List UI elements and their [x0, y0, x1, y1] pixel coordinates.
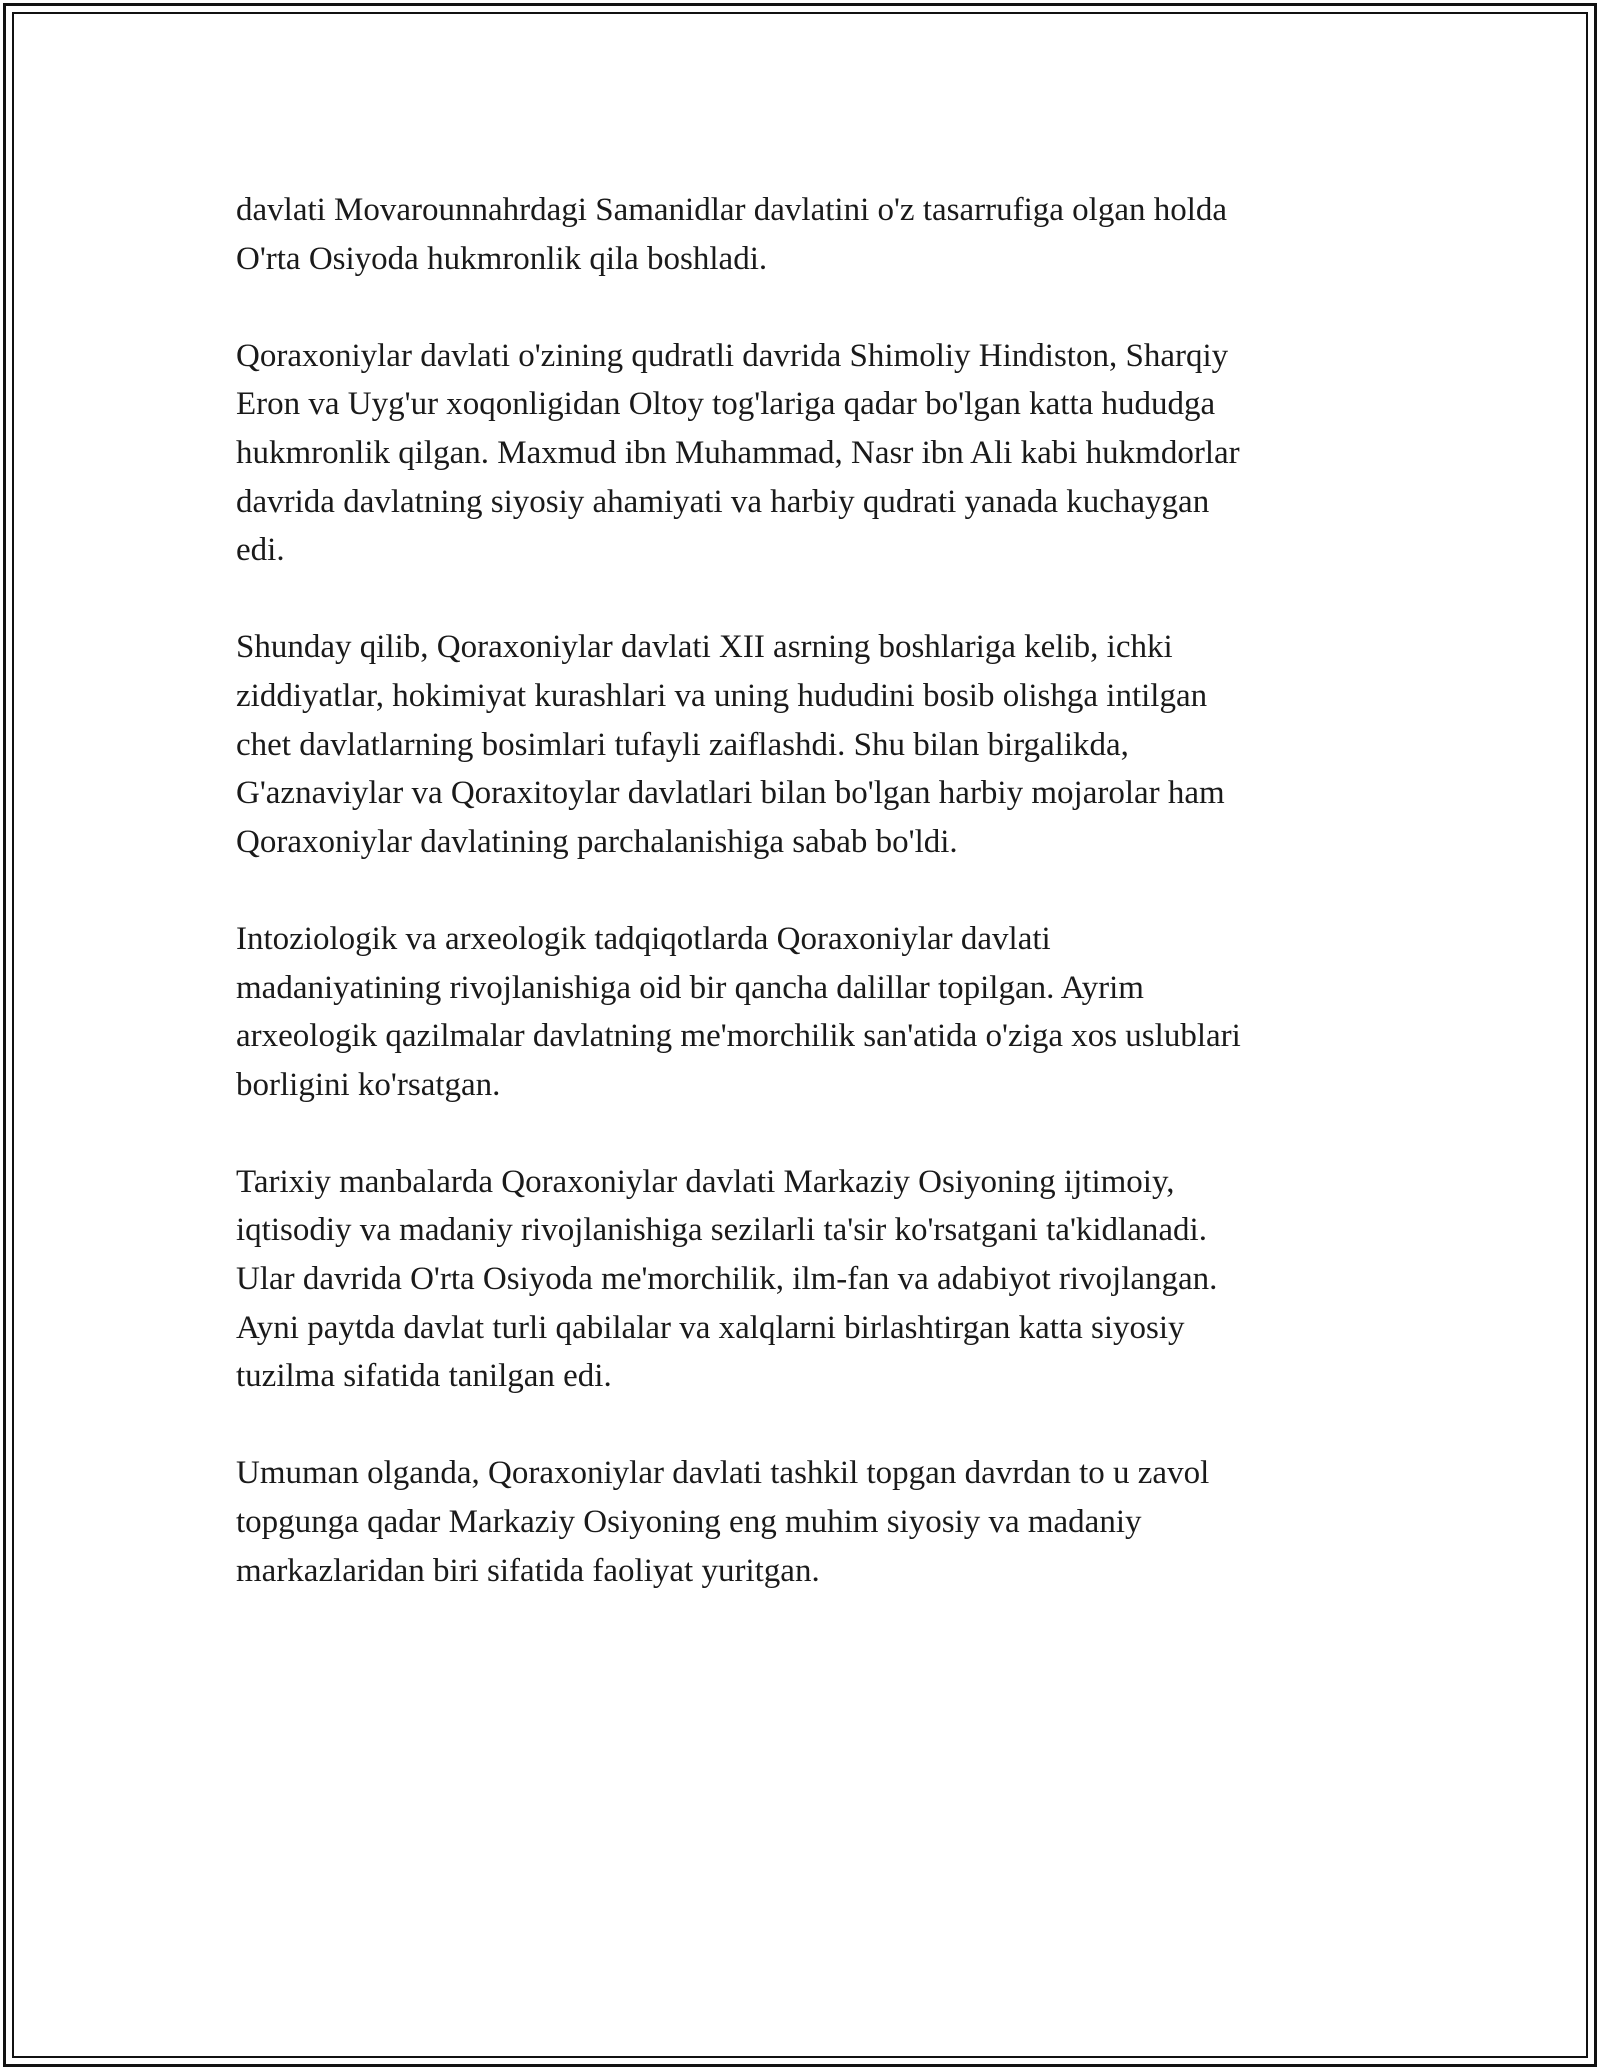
- paragraph-2: [236, 332, 1366, 575]
- text-line: Qoraxoniylar davlatining parchalanishiga sabab bo'ldi.: [236, 823, 958, 860]
- text-line: Ular davrida O'rta Osiyoda me'morchilik, ilm-fan va adabiyot rivojlangan.: [236, 1261, 1218, 1298]
- text-line: davrida davlatning siyosiy ahamiyati va harbiy qudrati yanada kuchaygan: [236, 483, 1210, 520]
- document-body: [236, 186, 1366, 1644]
- text-line: madaniyatining rivojlanishiga oid bir qancha dalillar topilgan. Ayrim: [236, 969, 1144, 1006]
- paragraph-3: [236, 623, 1366, 866]
- text-line: chet davlatlarning bosimlari tufayli zaiflashdi. Shu bilan birgalikda,: [236, 726, 1129, 763]
- text-line: iqtisodiy va madaniy rivojlanishiga sezilarli ta'sir ko'rsatgani ta'kidlanadi.: [236, 1212, 1207, 1249]
- text-line: borligini ko'rsatgan.: [236, 1066, 501, 1103]
- text-line: ziddiyatlar, hokimiyat kurashlari va uning hududini bosib olishga intilgan: [236, 677, 1208, 714]
- text-line: Tarixiy manbalarda Qoraxoniylar davlati Markaziy Osiyoning ijtimoiy,: [236, 1163, 1175, 1200]
- text-line: Ayni paytda davlat turli qabilalar va xalqlarni birlashtirgan katta siyosiy: [236, 1309, 1185, 1346]
- text-line: arxeologik qazilmalar davlatning me'morchilik san'atida o'ziga xos uslublari: [236, 1018, 1241, 1055]
- text-line: Umuman olganda, Qoraxoniylar davlati tashkil topgan davrdan to u zavol: [236, 1455, 1210, 1492]
- paragraph-4: [236, 915, 1366, 1109]
- paragraph-5: [236, 1158, 1366, 1401]
- text-line: G'aznaviylar va Qoraxitoylar davlatlari bilan bo'lgan harbiy mojarolar ham: [236, 775, 1225, 812]
- text-line: tuzilma sifatida tanilgan edi.: [236, 1358, 612, 1395]
- text-line: O'rta Osiyoda hukmronlik qila boshladi.: [236, 240, 768, 277]
- paragraph-6: [236, 1449, 1366, 1595]
- text-line: hukmronlik qilgan. Maxmud ibn Muhammad, Nasr ibn Ali kabi hukmdorlar: [236, 434, 1240, 471]
- text-line: davlati Movarounnahrdagi Samanidlar davlatini o'z tasarrufiga olgan holda: [236, 192, 1228, 228]
- text-line: edi.: [236, 532, 285, 569]
- text-line: markazlaridan biri sifatida faoliyat yuritgan.: [236, 1552, 820, 1589]
- text-line: Eron va Uyg'ur xoqonligidan Oltoy tog'lariga qadar bo'lgan katta hududga: [236, 386, 1216, 423]
- text-line: Qoraxoniylar davlati o'zining qudratli davrida Shimoliy Hindiston, Sharqiy: [236, 337, 1229, 374]
- text-line: Shunday qilib, Qoraxoniylar davlati XII asrning boshlariga kelib, ichki: [236, 629, 1173, 666]
- text-line: topgunga qadar Markaziy Osiyoning eng muhim siyosiy va madaniy: [236, 1504, 1142, 1541]
- paragraph-1: [236, 186, 1366, 283]
- text-line: Intoziologik va arxeologik tadqiqotlarda Qoraxoniylar davlati: [236, 920, 1051, 957]
